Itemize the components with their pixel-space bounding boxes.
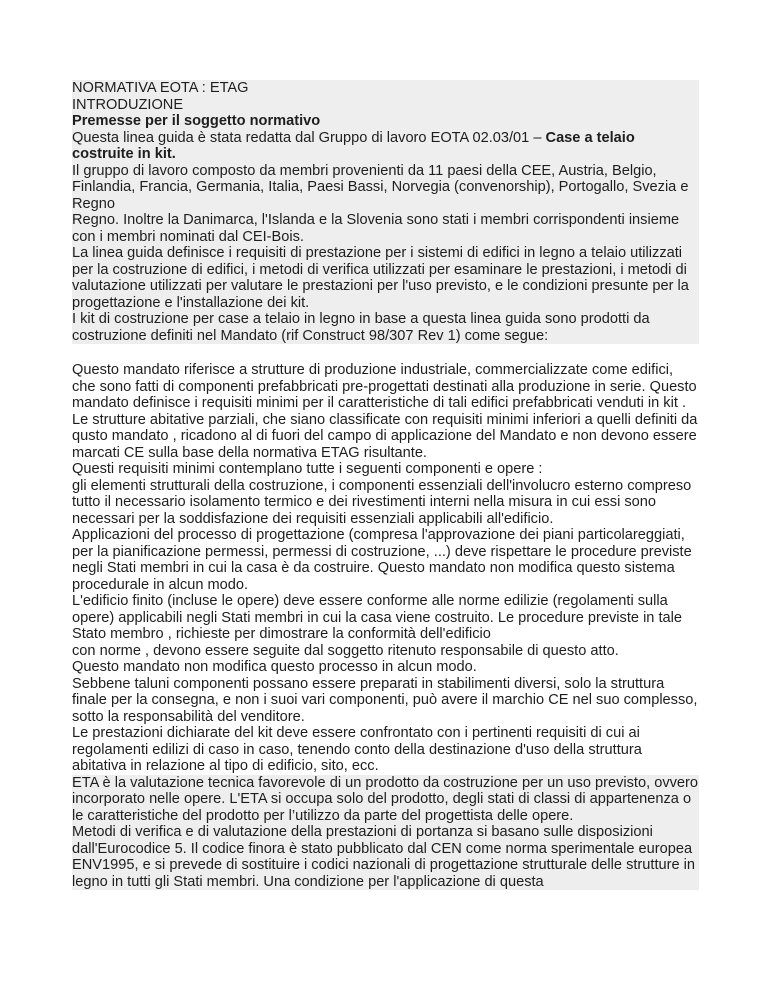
emphasis-text: Case a telaio costruite in kit.: [72, 129, 635, 162]
paragraph-corresponding-members: Regno. Inoltre la Danimarca, l'Islanda e la Slovenia sono stati i membri corrispondenti insieme con i membri nominati dal CEI-Bois.: [72, 212, 680, 245]
document-section-mandate: [72, 362, 699, 775]
document-section-intro: [72, 80, 699, 344]
paragraph-ce-marking: Sebbene taluni componenti possano essere preparati in stabilimenti diversi, solo la struttura finale per la consegna, e non i suoi vari componenti, può avere il marchio CE nel suo complesso, sotto la responsabilità del venditore.: [72, 675, 698, 725]
document-page: [72, 80, 699, 890]
document-title: NORMATIVA EOTA : ETAG: [72, 80, 249, 96]
section-heading: [72, 113, 699, 130]
paragraph-eurocode: Metodi di verifica e di valutazione della prestazioni di portanza si basano sulle disposizioni dall'Eurocodice 5. Il codice finora è stato pubblicato dal CEN come norma sperimentale europea ENV1995, e si prevede di sostituire i codici nazionali di progettazione strutturale delle strutture in legno in tutti gli Stati membri. Una condizione per l'applicazione di questa: [72, 824, 696, 890]
paragraph-text: Questa linea guida è stata redatta dal Gruppo di lavoro EOTA 02.03/01 –: [72, 129, 546, 146]
paragraph-responsible-party: con norme , devono essere seguite dal soggetto ritenuto responsabile di questo atto.: [72, 642, 619, 659]
section-gap: [72, 344, 699, 362]
paragraph-structural-elements: gli elementi strutturali della costruzione, i componenti essenziali dell'involucro esterno compreso tutto il necessario isolamento termico e dei rivestimenti interni nella misura in cui essi sono necessari per la soddisfazione dei requisiti essenziali applicabili all'edificio.: [72, 477, 692, 527]
paragraph-process-unchanged: Questo mandato non modifica questo processo in alcun modo.: [72, 659, 477, 675]
paragraph-mandate: Questo mandato riferisce a strutture di produzione industriale, commercializzate come edifici, che sono fatti di componenti prefabbricati pre-progettati destinati alla produzione in serie. Questo mandato definisce i requisiti minimi per il caratteristiche di tali edifici prefabbricati venduti in kit .: [72, 362, 697, 411]
section-label-introduzione: INTRODUZIONE: [72, 96, 184, 113]
paragraph-declared-performance: Le prestazioni dichiarate del kit deve essere confrontato con i pertinenti requisiti di cui ai regolamenti edilizi di caso in caso, tenendo conto della destinazione d'uso della struttura abitativa in relazione al tipo di edificio, sito, ecc.: [72, 725, 642, 774]
paragraph-working-group: [72, 130, 699, 163]
document-section-eta: [72, 775, 699, 891]
paragraph-members: Il gruppo di lavoro composto da membri provenienti da 11 paesi della CEE, Austria, Belgio, Finlandia, Francia, Germania, Italia, Paesi Bassi, Norvegia (convenorship), Portogallo, Svezia e Regno: [72, 162, 689, 212]
paragraph-eta: ETA è la valutazione tecnica favorevole di un prodotto da costruzione per un uso previsto, ovvero incorporato nelle opere. L'ETA si occupa solo del prodotto, degli stati di classi di appartenenza o le caratteristiche del prodotto per l’utilizzo da parte del progettista delle opere.: [72, 774, 699, 824]
heading-text: Premesse per il soggetto normativo: [72, 113, 321, 129]
paragraph-kit-definition: I kit di costruzione per case a telaio in legno in base a questa linea guida sono prodotti da costruzione definiti nel Mandato (rif Construct 98/307 Rev 1) come segue:: [72, 311, 650, 344]
paragraph-minimum-requirements: Questi requisiti minimi contemplano tutte i seguenti componenti e opere :: [72, 461, 543, 477]
paragraph-guideline-scope: La linea guida definisce i requisiti di prestazione per i sistemi di edifici in legno a telaio utilizzati per la costruzione di edifici, i metodi di verifica utilizzati per esaminare le prestazioni, i metodi di valutazione utilizzati per valutare le prestazioni per l'uso previsto, e le condizioni presunte per la progettazione e l'installazione dei kit.: [72, 245, 689, 311]
paragraph-design-process: Applicazioni del processo di progettazione (compresa l'approvazione dei piani particolareggiati, per la pianificazione permessi, permessi di costruzione, ...) deve rispettare le procedure previste negli Stati membri in cui la casa è da costruire. Questo mandato non modifica questo sistema procedurale in alcun modo.: [72, 527, 692, 593]
paragraph-finished-building: L'edificio finito (incluse le opere) deve essere conforme alle norme edilizie (regolamenti sulla opere) applicabili negli Stati membri in cui la casa viene costruito. Le procedure previste in tale Stato membro , richieste per dimostrare la conformità dell'edificio: [72, 593, 683, 642]
paragraph-partial-structures: Le strutture abitative parziali, che siano classificate con requisiti minimi inferiori a quelli definiti da qusto mandato , ricadono al di fuori del campo di applicazione del Mandato e non devono essere marcati CE sulla base della normativa ETAG risultante.: [72, 411, 698, 461]
